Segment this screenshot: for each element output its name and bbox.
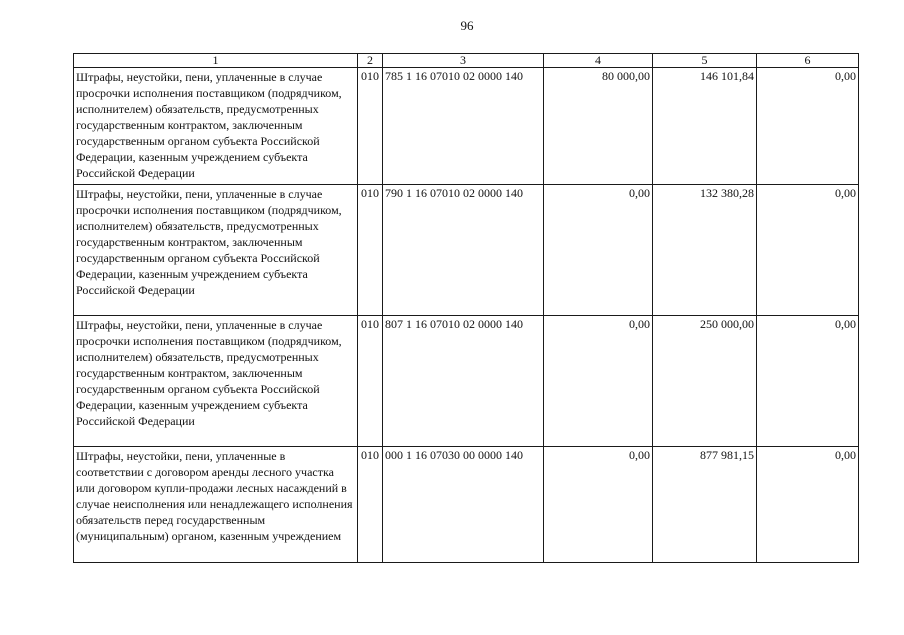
row-col6-cell: 0,00 (757, 185, 859, 316)
row-code-cell: 010 (358, 447, 383, 563)
row-name-text: Штрафы, неустойки, пени, уплаченные в соответствии с договором аренды лесного участка или договором купли-продажи лесных насаждений в случае неисполнения или ненадлежащего исполнения обязательств перед государственным (муниципальным) органом, казенным учреждением (76, 449, 353, 543)
row-kbk-cell: 785 1 16 07010 02 0000 140 (383, 68, 544, 185)
row-col4-cell: 80 000,00 (544, 68, 653, 185)
row-name-text: Штрафы, неустойки, пени, уплаченные в случае просрочки исполнения поставщиком (подрядчиком, исполнителем) обязательств, предусмотренных государственным контрактом, заключенным государственным органом субъекта Российской Федерации, казенным учреждением субъекта Российской Федерации (76, 187, 342, 297)
budget-table (73, 53, 859, 563)
row-col4-cell: 0,00 (544, 185, 653, 316)
row-code-cell: 010 (358, 316, 383, 447)
column-header: 3 (383, 54, 544, 68)
table-row (74, 447, 859, 563)
row-name-cell (74, 68, 358, 185)
row-col5-cell: 132 380,28 (653, 185, 757, 316)
row-col5-cell: 250 000,00 (653, 316, 757, 447)
row-col4-cell: 0,00 (544, 447, 653, 563)
row-col6-cell: 0,00 (757, 316, 859, 447)
row-code-cell: 010 (358, 68, 383, 185)
row-col6-cell: 0,00 (757, 447, 859, 563)
row-col5-cell: 877 981,15 (653, 447, 757, 563)
row-col5-cell: 146 101,84 (653, 68, 757, 185)
table-header-row (74, 54, 859, 68)
page-number: 96 (460, 18, 474, 33)
row-name-cell (74, 316, 358, 447)
row-kbk-cell: 807 1 16 07010 02 0000 140 (383, 316, 544, 447)
table-row (74, 316, 859, 447)
column-header: 2 (358, 54, 383, 68)
table-row (74, 68, 859, 185)
row-kbk-cell: 000 1 16 07030 00 0000 140 (383, 447, 544, 563)
row-name-cell (74, 447, 358, 563)
row-name-text: Штрафы, неустойки, пени, уплаченные в случае просрочки исполнения поставщиком (подрядчиком, исполнителем) обязательств, предусмотренных государственным контрактом, заключенным государственным органом субъекта Российской Федерации, казенным учреждением субъекта Российской Федерации (76, 70, 342, 180)
row-name-text: Штрафы, неустойки, пени, уплаченные в случае просрочки исполнения поставщиком (подрядчиком, исполнителем) обязательств, предусмотренных государственным контрактом, заключенным государственным органом субъекта Российской Федерации, казенным учреждением субъекта Российской Федерации (76, 318, 342, 428)
column-header: 6 (757, 54, 859, 68)
row-col4-cell: 0,00 (544, 316, 653, 447)
row-code-cell: 010 (358, 185, 383, 316)
row-name-cell (74, 185, 358, 316)
column-header: 1 (74, 54, 358, 68)
table-row (74, 185, 859, 316)
row-col6-cell: 0,00 (757, 68, 859, 185)
column-header: 5 (653, 54, 757, 68)
column-header: 4 (544, 54, 653, 68)
row-kbk-cell: 790 1 16 07010 02 0000 140 (383, 185, 544, 316)
